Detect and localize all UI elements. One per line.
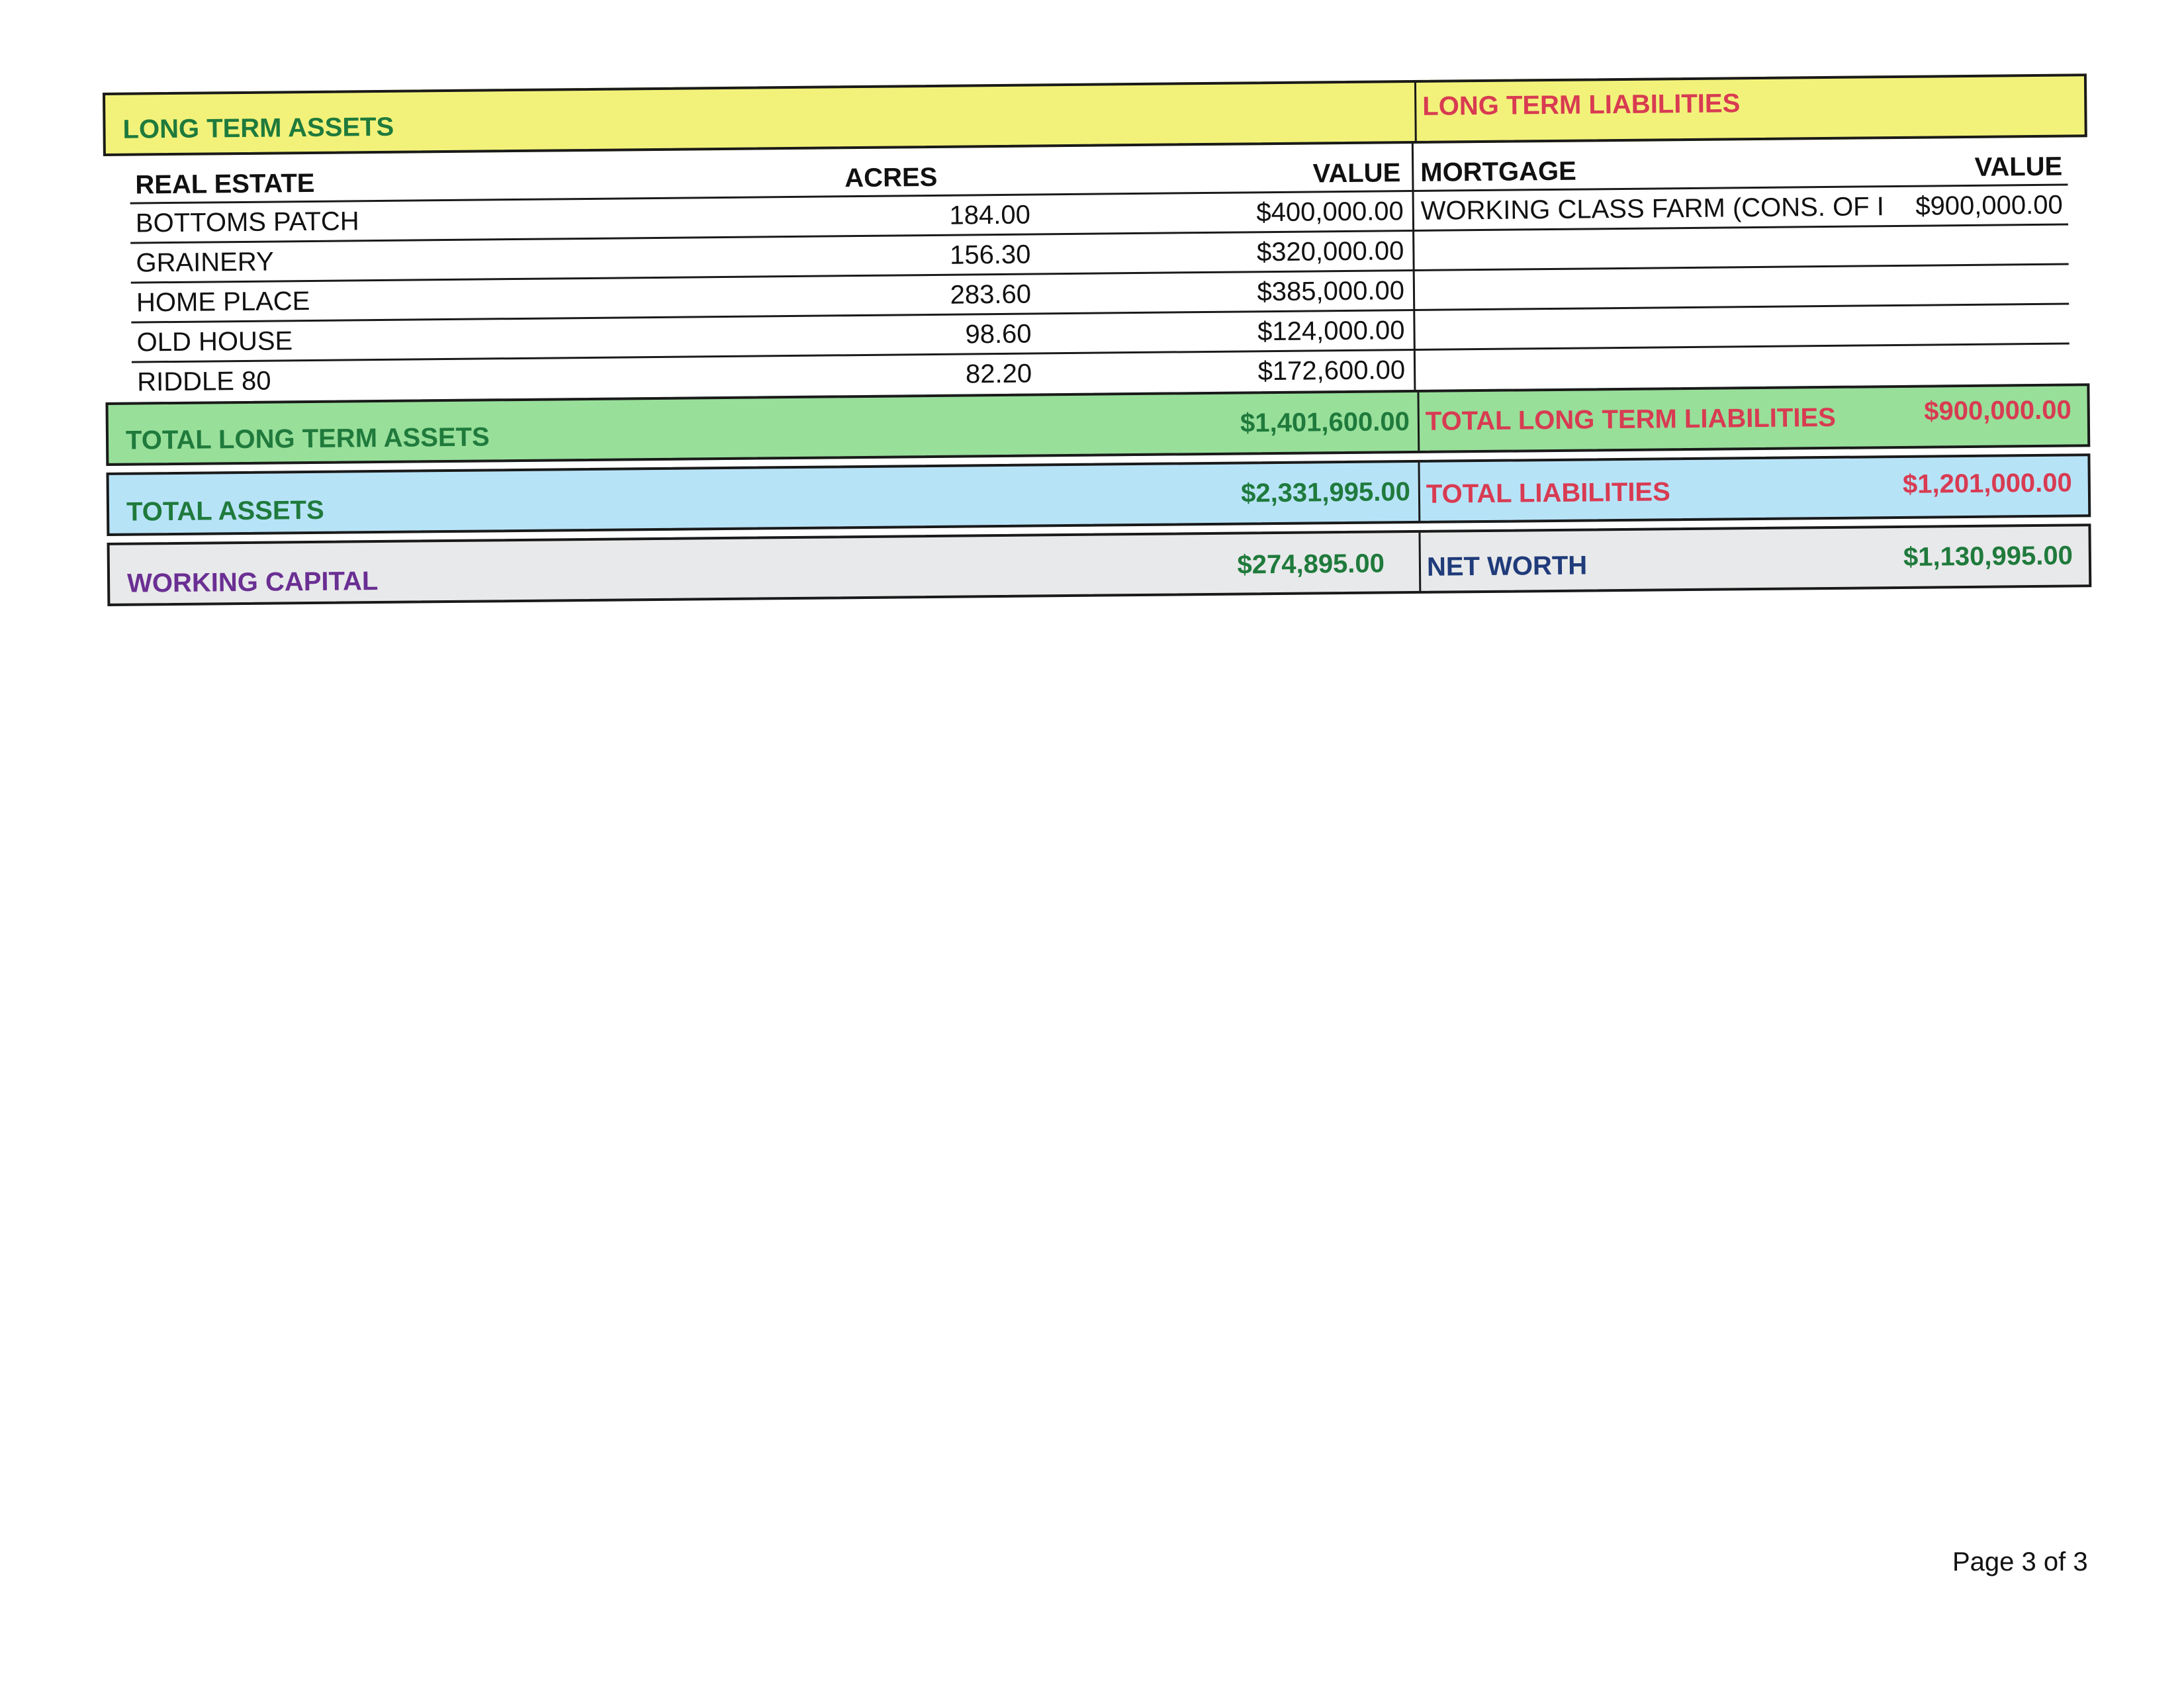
total-long-term-liabilities-label: TOTAL LONG TERM LIABILITIES [1425, 402, 1837, 436]
total-long-term-assets-value: $1,401,600.00 [1240, 407, 1410, 438]
col-mortgage: MORTGAGE [1420, 156, 1576, 187]
header-divider [1414, 83, 1417, 141]
asset-name: HOME PLACE [136, 287, 310, 318]
page-number: Page 3 of 3 [1952, 1547, 2088, 1576]
asset-value: $320,000.00 [1256, 236, 1404, 267]
net-worth-label: NET WORTH [1426, 551, 1588, 582]
working-capital-value: $274,895.00 [1237, 549, 1385, 580]
total-liabilities-label: TOTAL LIABILITIES [1426, 477, 1671, 509]
total-long-term-liabilities-value: $900,000.00 [1924, 395, 2071, 426]
net-band [107, 524, 2092, 606]
asset-value: $385,000.00 [1257, 276, 1405, 307]
totals-band [107, 453, 2091, 536]
liability-name: WORKING CLASS FARM (CONS. OF I [1420, 192, 1885, 226]
asset-value: $124,000.00 [1257, 316, 1405, 347]
col-value-liabilities: VALUE [1974, 152, 2063, 182]
liability-value: $900,000.00 [1915, 190, 2063, 221]
asset-acres: 156.30 [949, 240, 1031, 270]
row-line [1414, 302, 2069, 311]
total-assets-label: TOTAL ASSETS [126, 495, 324, 527]
asset-name: RIDDLE 80 [136, 366, 271, 397]
table-divider [1412, 144, 1416, 390]
header-band [103, 73, 2087, 156]
asset-value: $400,000.00 [1256, 197, 1404, 228]
asset-name: OLD HOUSE [136, 326, 293, 357]
asset-value: $172,600.00 [1257, 355, 1406, 387]
long-term-liabilities-title: LONG TERM LIABILITIES [1422, 89, 1741, 121]
asset-acres: 82.20 [965, 359, 1032, 389]
totals-divider [1418, 463, 1420, 521]
total-liabilities-value: $1,201,000.00 [1902, 468, 2073, 499]
row-line [1414, 342, 2070, 351]
row-line [1414, 263, 2069, 271]
long-term-totals-band [105, 383, 2090, 466]
col-acres: ACRES [844, 162, 938, 193]
balance-sheet [103, 73, 2088, 598]
col-real-estate: REAL ESTATE [135, 168, 315, 200]
asset-acres: 184.00 [949, 200, 1031, 230]
long-term-assets-title: LONG TERM ASSETS [122, 112, 394, 144]
net-divider [1418, 533, 1421, 591]
total-long-term-assets-label: TOTAL LONG TERM ASSETS [125, 422, 490, 455]
asset-name: BOTTOMS PATCH [135, 206, 359, 238]
col-value-assets: VALUE [1312, 158, 1401, 189]
totals-divider [1417, 392, 1420, 451]
asset-acres: 98.60 [965, 319, 1032, 349]
asset-acres: 283.60 [950, 279, 1032, 310]
net-worth-value: $1,130,995.00 [1903, 541, 2073, 572]
total-assets-value: $2,331,995.00 [1240, 477, 1411, 508]
asset-name: GRAINERY [136, 247, 274, 278]
working-capital-label: WORKING CAPITAL [126, 567, 379, 598]
